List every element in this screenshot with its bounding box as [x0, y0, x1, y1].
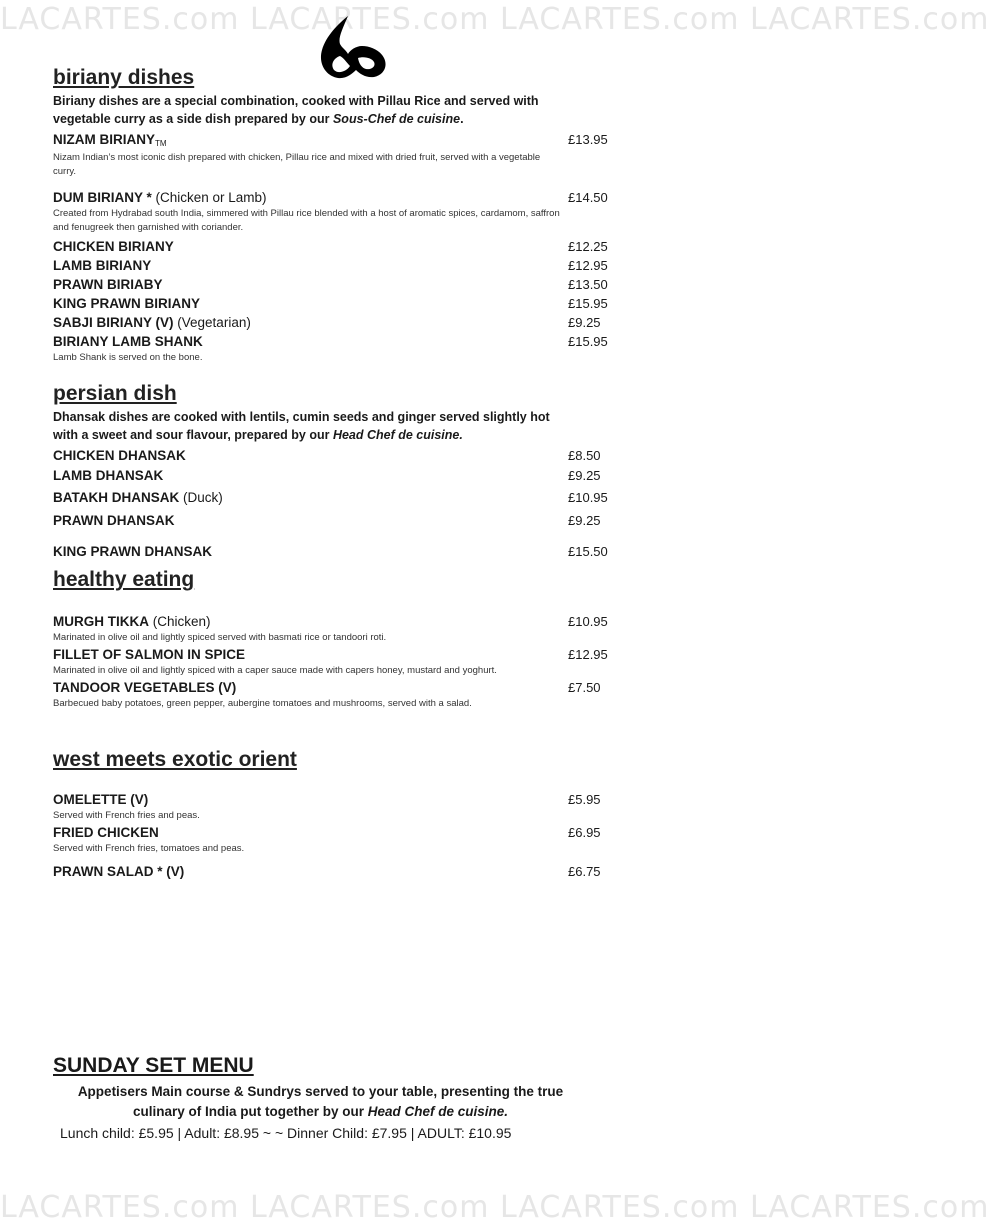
item-price: £7.50	[568, 680, 601, 695]
menu-item	[53, 542, 633, 561]
item-note: (Vegetarian)	[173, 315, 251, 330]
section-intro: Biriany dishes are a special combination, cooked with Pillau Rice and served with vegetable curry as a side dish prepared by our Sous-Chef de cuisine.	[53, 94, 539, 126]
item-name: TANDOOR VEGETABLES (V)	[53, 680, 237, 695]
item-description: Nizam Indian’s most iconic dish prepared with chicken, Pillau rice and mixed with dried fruit, served with a vegetable curry.	[53, 152, 541, 177]
menu-item	[53, 862, 633, 881]
item-price: £13.95	[568, 132, 608, 147]
sunday-description-line2: culinary of India put together by our Head Chef de cuisine.	[132, 1104, 509, 1119]
item-price: £9.25	[568, 468, 601, 483]
section-biriany	[53, 66, 633, 365]
sunday-set-menu	[53, 1054, 653, 1144]
item-name: BATAKH DHANSAK	[53, 490, 180, 505]
menu-item	[53, 130, 633, 179]
item-name: KING PRAWN BIRIANY	[53, 296, 201, 311]
item-description: Created from Hydrabad south India, simmered with Pillau rice blended with a host of aromatic spices, cardamom, saffron and fenugreek then garnished with coriander.	[53, 208, 560, 233]
menu-item	[53, 294, 633, 313]
sunday-description-line1: Appetisers Main course & Sundrys served to your table, presenting the true	[77, 1084, 564, 1099]
item-name: FILLET OF SALMON IN SPICE	[53, 647, 245, 662]
item-price: £9.25	[568, 315, 601, 330]
item-name: PRAWN DHANSAK	[53, 513, 175, 528]
item-price: £6.95	[568, 825, 601, 840]
item-description: Marinated in olive oil and lightly spiced served with basmati rice or tandoori roti.	[53, 632, 387, 643]
menu-item	[53, 612, 633, 645]
item-name: DUM BIRIANY *	[53, 190, 152, 205]
item-price: £12.95	[568, 647, 608, 662]
item-name: PRAWN BIRIABY	[53, 277, 163, 292]
item-name: PRAWN SALAD * (V)	[53, 864, 185, 879]
trademark: TM	[155, 139, 167, 148]
item-note: (Chicken)	[149, 614, 211, 629]
item-name: NIZAM BIRIANY	[53, 132, 155, 147]
menu-item	[53, 275, 633, 294]
section-title: west meets exotic orient	[53, 748, 297, 771]
item-name: CHICKEN BIRIANY	[53, 239, 174, 254]
item-price: £10.95	[568, 490, 608, 505]
menu-item	[53, 466, 633, 485]
item-name: FRIED CHICKEN	[53, 825, 159, 840]
item-name: MURGH TIKKA	[53, 614, 149, 629]
menu-item	[53, 645, 633, 678]
item-name: KING PRAWN DHANSAK	[53, 544, 213, 559]
watermark-top: LACARTES.com LACARTES.com LACARTES.com LACARTES.com	[0, 2, 989, 37]
item-price: £9.25	[568, 513, 601, 528]
section-intro: Dhansak dishes are cooked with lentils, cumin seeds and ginger served slightly hot with a sweet and sour flavour, prepared by our Head Chef de cuisine.	[53, 410, 550, 442]
item-description: Lamb Shank is served on the bone.	[53, 352, 203, 363]
menu-item	[53, 332, 633, 365]
item-price: £5.95	[568, 792, 601, 807]
item-note: (Chicken or Lamb)	[151, 190, 267, 205]
item-name: OMELETTE (V)	[53, 792, 149, 807]
section-persian	[53, 382, 633, 561]
sunday-prices: Lunch child: £5.95 | Adult: £8.95 ~ ~ Dinner Child: £7.95 | ADULT: £10.95	[60, 1125, 512, 1141]
item-description: Served with French fries and peas.	[53, 810, 200, 821]
section-title: persian dish	[53, 382, 177, 405]
item-name: LAMB BIRIANY	[53, 258, 152, 273]
item-price: £14.50	[568, 190, 608, 205]
menu-item	[53, 511, 633, 530]
watermark-bottom: LACARTES.com LACARTES.com LACARTES.com LACARTES.com	[0, 1190, 989, 1225]
menu-item	[53, 823, 633, 856]
item-description: Marinated in olive oil and lightly spiced with a caper sauce made with capers honey, mustard and yoghurt.	[53, 665, 497, 676]
item-price: £12.95	[568, 258, 608, 273]
item-price: £8.50	[568, 448, 601, 463]
item-price: £12.25	[568, 239, 608, 254]
section-title: biriany dishes	[53, 66, 195, 89]
sunday-title: SUNDAY SET MENU	[53, 1054, 254, 1077]
item-price: £15.95	[568, 334, 608, 349]
menu-item	[53, 678, 633, 711]
section-healthy-eating	[53, 568, 633, 711]
menu-item	[53, 790, 633, 823]
item-price: £6.75	[568, 864, 601, 879]
item-note: (Duck)	[179, 490, 223, 505]
item-price: £15.50	[568, 544, 608, 559]
item-price: £13.50	[568, 277, 608, 292]
item-name: BIRIANY LAMB SHANK	[53, 334, 203, 349]
menu-item	[53, 237, 633, 256]
menu-item	[53, 488, 633, 507]
menu-item	[53, 256, 633, 275]
section-west-meets-orient	[53, 748, 633, 881]
item-price: £10.95	[568, 614, 608, 629]
item-name: CHICKEN DHANSAK	[53, 448, 186, 463]
menu-item	[53, 446, 633, 465]
menu-item	[53, 188, 633, 235]
item-name: LAMB DHANSAK	[53, 468, 164, 483]
item-price: £15.95	[568, 296, 608, 311]
section-title: healthy eating	[53, 568, 195, 591]
item-description: Served with French fries, tomatoes and peas.	[53, 843, 245, 854]
item-description: Barbecued baby potatoes, green pepper, aubergine tomatoes and mushrooms, served with a salad.	[53, 698, 472, 709]
item-name: SABJI BIRIANY (V)	[53, 315, 174, 330]
menu-item	[53, 313, 633, 332]
